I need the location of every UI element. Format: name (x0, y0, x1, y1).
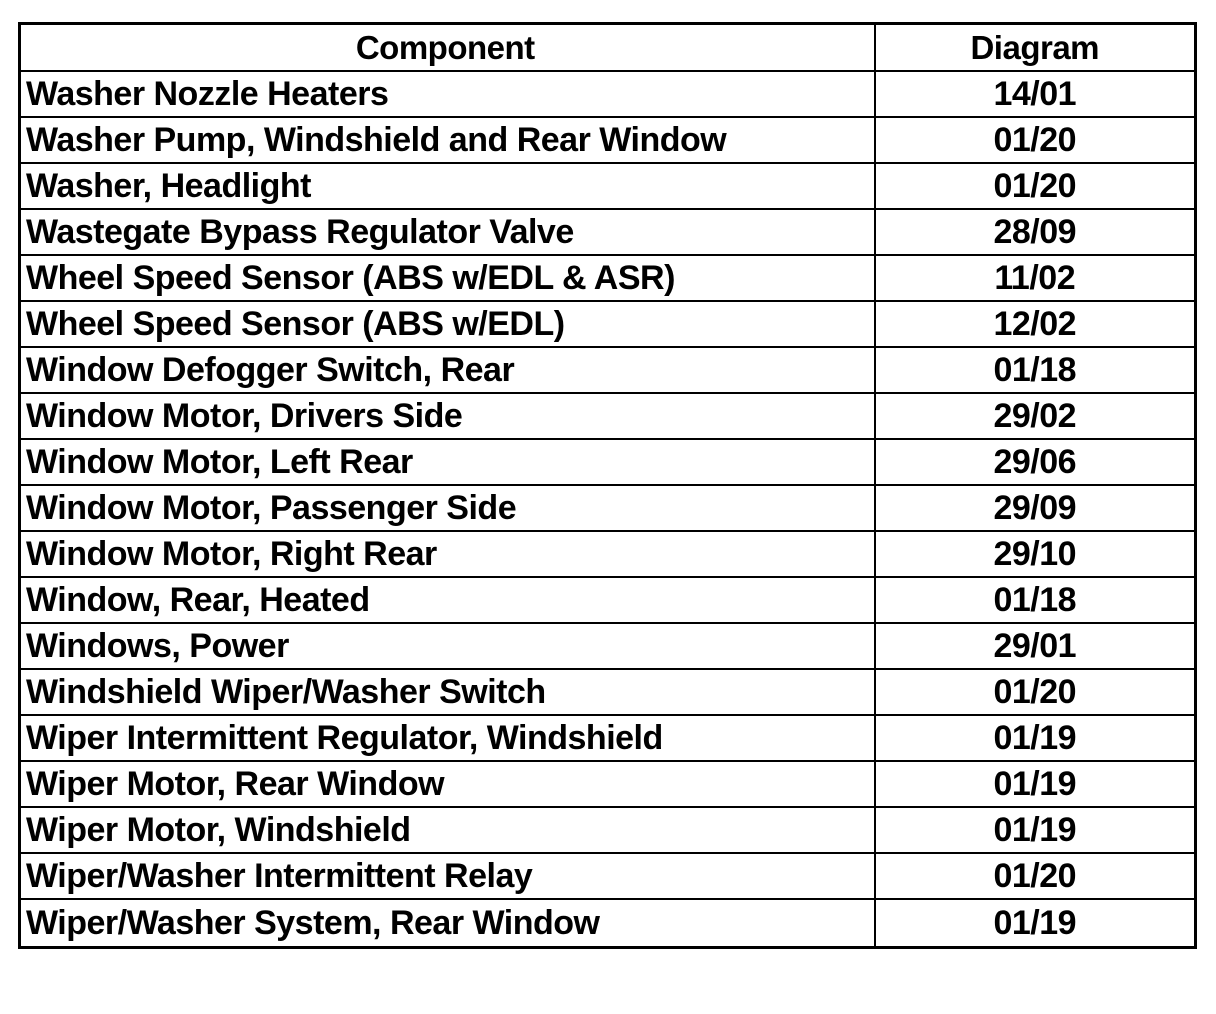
table-row (20, 439, 1196, 485)
table-row (20, 347, 1196, 393)
table-row (20, 485, 1196, 531)
component-cell: Wiper/Washer Intermittent Relay (20, 853, 875, 899)
diagram-cell: 29/02 (875, 393, 1196, 439)
table-row (20, 531, 1196, 577)
table-row (20, 209, 1196, 255)
component-cell: Window Motor, Passenger Side (20, 485, 875, 531)
table-header-row (20, 24, 1196, 72)
table-row (20, 163, 1196, 209)
component-diagram-table (18, 22, 1197, 949)
table-row (20, 623, 1196, 669)
diagram-cell: 29/06 (875, 439, 1196, 485)
diagram-cell: 01/18 (875, 577, 1196, 623)
table-row (20, 117, 1196, 163)
component-cell: Wheel Speed Sensor (ABS w/EDL) (20, 301, 875, 347)
component-cell: Window Motor, Drivers Side (20, 393, 875, 439)
diagram-cell: 29/01 (875, 623, 1196, 669)
component-cell: Windows, Power (20, 623, 875, 669)
table-row (20, 899, 1196, 948)
diagram-cell: 14/01 (875, 71, 1196, 117)
table-row (20, 669, 1196, 715)
component-cell: Window Motor, Left Rear (20, 439, 875, 485)
diagram-cell: 01/20 (875, 669, 1196, 715)
diagram-cell: 01/20 (875, 163, 1196, 209)
diagram-cell: 29/10 (875, 531, 1196, 577)
column-header-component: Component (20, 24, 875, 72)
table-row (20, 761, 1196, 807)
diagram-cell: 01/19 (875, 899, 1196, 948)
diagram-cell: 01/18 (875, 347, 1196, 393)
component-cell: Washer Pump, Windshield and Rear Window (20, 117, 875, 163)
component-cell: Window Defogger Switch, Rear (20, 347, 875, 393)
component-cell: Wiper Motor, Windshield (20, 807, 875, 853)
diagram-cell: 01/19 (875, 761, 1196, 807)
component-cell: Wastegate Bypass Regulator Valve (20, 209, 875, 255)
table-row (20, 807, 1196, 853)
component-cell: Window Motor, Right Rear (20, 531, 875, 577)
component-cell: Wiper/Washer System, Rear Window (20, 899, 875, 948)
component-cell: Wiper Motor, Rear Window (20, 761, 875, 807)
table-row (20, 853, 1196, 899)
diagram-cell: 01/20 (875, 853, 1196, 899)
table-row (20, 715, 1196, 761)
diagram-cell: 01/19 (875, 807, 1196, 853)
table-row (20, 255, 1196, 301)
table-body (20, 71, 1196, 948)
diagram-cell: 11/02 (875, 255, 1196, 301)
table-row (20, 71, 1196, 117)
diagram-cell: 01/19 (875, 715, 1196, 761)
component-cell: Wheel Speed Sensor (ABS w/EDL & ASR) (20, 255, 875, 301)
table-row (20, 393, 1196, 439)
diagram-cell: 28/09 (875, 209, 1196, 255)
column-header-diagram: Diagram (875, 24, 1196, 72)
table-row (20, 301, 1196, 347)
component-cell: Windshield Wiper/Washer Switch (20, 669, 875, 715)
component-cell: Washer, Headlight (20, 163, 875, 209)
component-cell: Window, Rear, Heated (20, 577, 875, 623)
diagram-cell: 01/20 (875, 117, 1196, 163)
diagram-cell: 29/09 (875, 485, 1196, 531)
component-cell: Wiper Intermittent Regulator, Windshield (20, 715, 875, 761)
component-cell: Washer Nozzle Heaters (20, 71, 875, 117)
diagram-cell: 12/02 (875, 301, 1196, 347)
table-row (20, 577, 1196, 623)
